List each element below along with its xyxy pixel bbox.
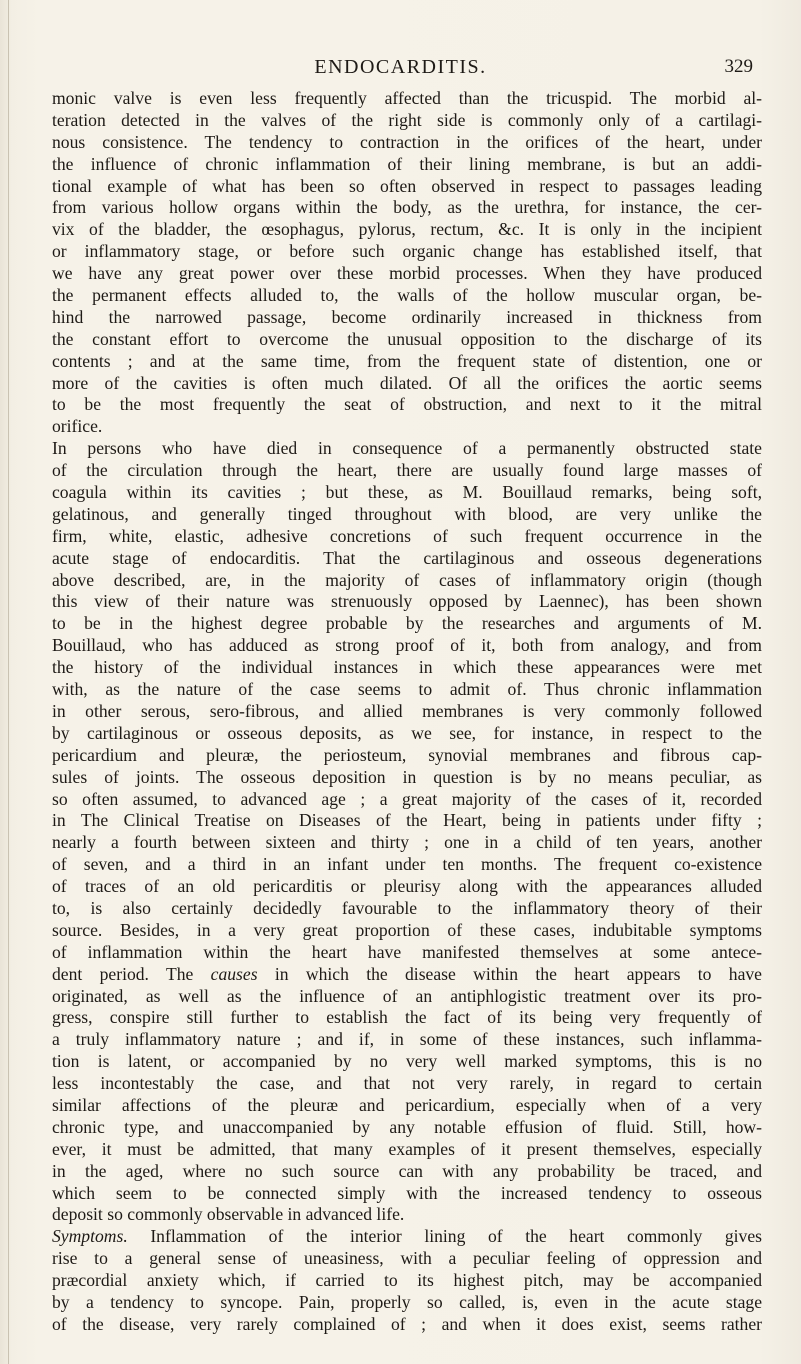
text-line: sules of joints. The osseous deposition in question is by no means peculiar, as <box>52 766 762 787</box>
text-line: in other serous, sero-fibrous, and allied membranes is very commonly followed <box>52 700 762 721</box>
text-line: nous consistence. The tendency to contraction in the orifices of the heart, under <box>52 131 762 152</box>
text-line: so often assumed, to advanced age ; a great majority of the cases of it, recorded <box>52 788 762 809</box>
text-line: ever, it must be admitted, that many examples of it present themselves, especially <box>52 1138 762 1159</box>
text-line: to be in the highest degree probable by the researches and arguments of M. <box>52 613 762 634</box>
text-line: originated, as well as the influence of an antiphlogistic treatment over its pro- <box>52 985 762 1006</box>
running-header <box>0 56 801 78</box>
text-line: more of the cavities is often much dilated. Of all the orifices the aortic seems <box>52 372 762 393</box>
text-line: contents ; and at the same time, from the frequent state of distention, one or <box>52 350 762 371</box>
text-line: or inflammatory stage, or before such organic change has established itself, that <box>52 241 762 262</box>
text-segment: in which the disease within the heart appears to have <box>257 963 762 984</box>
text-line: a truly inflammatory nature ; and if, in some of these instances, such inflamma- <box>52 1029 762 1050</box>
page-number: 329 <box>724 56 753 77</box>
text-line: nearly a fourth between sixteen and thirty ; one in a child of ten years, another <box>52 832 762 853</box>
text-line: In persons who have died in consequence of a permanently obstructed state <box>52 438 762 459</box>
text-segment: dent period. The <box>52 963 211 984</box>
text-line: deposit so commonly observable in advanced life. <box>52 1204 405 1225</box>
text-line: the constant effort to overcome the unusual opposition to the discharge of its <box>52 328 762 349</box>
text-line <box>52 964 762 986</box>
text-line: of the circulation through the heart, there are usually found large masses of <box>52 460 762 481</box>
text-line: with, as the nature of the case seems to admit of. Thus chronic inflammation <box>52 679 762 700</box>
text-line: gelatinous, and generally tinged throughout with blood, are very unlike the <box>52 503 762 524</box>
text-line: orifice. <box>52 416 103 437</box>
binding-gutter <box>8 0 9 1364</box>
text-line: from various hollow organs within the body, as the urethra, for instance, the cer- <box>52 197 762 218</box>
text-line: we have any great power over these morbid processes. When they have produced <box>52 263 762 284</box>
text-segment: Inflammation of the interior lining of the heart commonly gives <box>127 1226 762 1247</box>
text-line: coagula within its cavities ; but these, as M. Bouillaud remarks, being soft, <box>52 482 762 503</box>
text-line: chronic type, and unaccompanied by any notable effusion of fluid. Still, how- <box>52 1116 762 1137</box>
text-line: the influence of chronic inflammation of their lining membrane, is but an addi- <box>52 153 762 174</box>
text-line: præcordial anxiety which, if carried to its highest pitch, may be accompanied <box>52 1270 762 1291</box>
text-line: of seven, and a third in an infant under ten months. The frequent co-existence <box>52 854 762 875</box>
text-line: which seem to be connected simply with the increased tendency to osseous <box>52 1182 762 1203</box>
text-line: the history of the individual instances in which these appearances were met <box>52 657 762 678</box>
text-line: of the disease, very rarely complained of ; and when it does exist, seems rather <box>52 1313 762 1334</box>
text-line: tional example of what has been so often observed in respect to passages leading <box>52 175 762 196</box>
text-line: by a tendency to syncope. Pain, properly so called, is, even in the acute stage <box>52 1291 762 1312</box>
text-line: pericardium and pleuræ, the periosteum, synovial membranes and fibrous cap- <box>52 744 762 765</box>
text-line: to be the most frequently the seat of obstruction, and next to it the mitral <box>52 394 762 415</box>
text-line: rise to a general sense of uneasiness, with a peculiar feeling of oppression and <box>52 1248 762 1269</box>
text-line: to, is also certainly decidedly favourable to the inflammatory theory of their <box>52 897 762 918</box>
text-line: teration detected in the valves of the right side is commonly only of a cartilagi- <box>52 109 762 130</box>
text-line: hind the narrowed passage, become ordinarily increased in thickness from <box>52 306 762 327</box>
text-line: vix of the bladder, the œsophagus, pylorus, rectum, &c. It is only in the incipient <box>52 219 762 240</box>
text-line: tion is latent, or accompanied by no very well marked symptoms, this is no <box>52 1051 762 1072</box>
text-line: less incontestably the case, and that not very rarely, in regard to certain <box>52 1073 762 1094</box>
text-line: in The Clinical Treatise on Diseases of the Heart, being in patients under fifty ; <box>52 810 762 831</box>
text-line: of inflammation within the heart have manifested themselves at some antece- <box>52 941 762 962</box>
italic-term: Symptoms. <box>52 1226 128 1247</box>
text-line: gress, conspire still further to establish the fact of its being very frequently of <box>52 1007 762 1028</box>
text-line <box>52 1226 762 1248</box>
text-line: the permanent effects alluded to, the walls of the hollow muscular organ, be- <box>52 285 762 306</box>
text-line: source. Besides, in a very great proportion of these cases, indubitable symptoms <box>52 919 762 940</box>
text-line: above described, are, in the majority of cases of inflammatory origin (though <box>52 569 762 590</box>
italic-term: causes <box>210 963 258 984</box>
text-line: acute stage of endocarditis. That the cartilaginous and osseous degenerations <box>52 547 762 568</box>
body-text <box>52 88 762 1336</box>
text-line: by cartilaginous or osseous deposits, as we see, for instance, in respect to the <box>52 722 762 743</box>
text-line: similar affections of the pleuræ and pericardium, especially when of a very <box>52 1094 762 1115</box>
text-line: this view of their nature was strenuously opposed by Laennec), has been shown <box>52 591 762 612</box>
text-line: monic valve is even less frequently affected than the tricuspid. The morbid al- <box>52 88 762 108</box>
running-title: ENDOCARDITIS. <box>314 56 487 78</box>
text-line: in the aged, where no such source can with any probability be traced, and <box>52 1160 762 1181</box>
text-line: of traces of an old pericarditis or pleurisy along with the appearances alluded <box>52 876 762 897</box>
text-line: firm, white, elastic, adhesive concretions of such frequent occurrence in the <box>52 525 762 546</box>
text-line: Bouillaud, who has adduced as strong proof of it, both from analogy, and from <box>52 635 762 656</box>
